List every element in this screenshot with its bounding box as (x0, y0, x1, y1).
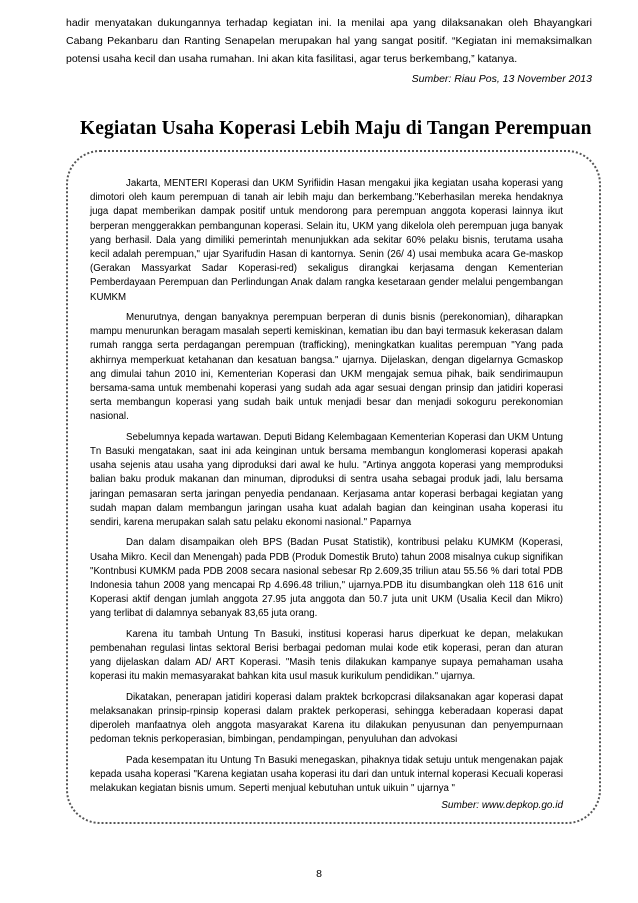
article-body (90, 177, 563, 803)
article-paragraph: Karena itu tambah Untung Tn Basuki, institusi koperasi harus diperkuat ke depan, melakukan pembenahan regulasi lintas sektoral Berisi berbagai pedoman mulai kode etik koperasi, peran dan aturan yang dijelaskan dalam AD/ ART Koperasi. "Masih tenis dilakukan kampanye supaya pemahaman usaha koperasi itu makin memasyarakat bahkan kita usul masuk kurikulum pendidikan." ujarnya. (90, 628, 563, 683)
article-paragraph: Dan dalam disampaikan oleh BPS (Badan Pusat Statistik), kontribusi pelaku KUMKM (Koperasi, Usaha Mikro. Kecil dan Menengah) pada PDB (Produk Domestik Bruto) tahun 2008 misalnya cukup signifikan "Kontnbusi KUMKM pada PDB 2008 secara nasional sebesar Rp 2.609,35 triliun atau 55.56 % dari total PDB Indonesia tahun 2008 yang mencapai Rp 4.696.48 triliun," ujarnya.PDB itu disumbangkan oleh 118 616 unit Koperasi aktif dengan jumlah anggota 27.95 juta anggota dan 50.7 juta unit UKM (Usalia Kecil dan Mikro) yang terlibat di dalamnya sebanyak 83,65 juta orang. (90, 537, 563, 620)
article-source: Sumber: www.depkop.go.id (441, 800, 563, 811)
intro-source: Sumber: Riau Pos, 13 November 2013 (411, 73, 592, 85)
article-paragraph: Dikatakan, penerapan jatidiri koperasi dalam praktek bcrkopcrasi dilaksanakan agar koperasi dapat melaksanakan prinsip-rpinsip koperasi dalam praktek perkoperasi, sehingga keberadaan koperasi dapat diperoleh manfaatnya oleh anggota masyarakat Karena itu dilakukan penyusunan dan penyempurnaan pedoman teknis perkoperasian, bimbingan, pendampingan, penyuluhan dan advokasi (90, 691, 563, 746)
article-paragraph: Menurutnya, dengan banyaknya perempuan berperan di dunis bisnis (perekonomian), diharapkan mampu menurunkan beragam masalah seperti kemiskinan, kematian ibu dan bayi termasuk kekerasan dalam rumah rangga serta perdagangan perempuan (trafficking), meningkatkan kualitas perempuan "Yang pada akhirnya memperkuat ketahanan dan kesatuan bangsa." ujarnya. Dijelaskan, dengan digelarnya Gcmaskop ang dimulai tahun 2010 ini, Kementerian Koperasi dan UKM mengajak semua pihak, baik sendirimaupun bersama-sama untuk membenahi koperasi yang sudah ada agar sesuai dengan prinsip dan jatidiri koperasi serta membangun koperasi yang sudah baik untuk menjadi besar dan menjadi sokoguru perekonomian nasional. (90, 312, 563, 423)
article-paragraph: Jakarta, MENTERI Koperasi dan UKM Syrifiidin Hasan mengakui jika kegiatan usaha koperasi yang dimotori oleh kaum perempuan di tanah air lebih maju dan berkembang."Keberhasilan mereka hendaknya juga dapat memberikan dampak positif untuk mendorong para perempuan anggota koperasi lainnya ikut berperan menggerakkan pembangunan koperasi. Selain itu, UKM yang dikelola oleh perempuan juga banyak yang berhasil. Dala yang dimiliki pemerintah menunjukkan ada sekitar 60% pelaku bisnis, terutama usaha kecil adalah perempuan," ujar Syarifudin Hasan di kantornya. Senin (26/ 4) usai membuka acara Ge-maskop (Gerakan Massyarkat Sadar Koperasi-red) sekaligus dirangkai kerjasama dengan Kementerian Pemberdayaan Perempuan dan Perlindungan Anak dalam rangka kesetaraan gender melalui pengembangan KUMKM (90, 178, 563, 303)
article-paragraph: Pada kesempatan itu Untung Tn Basuki menegaskan, pihaknya tidak setuju untuk mengenakan pajak kepada usaha koperasi "Karena kegiatan usaha koperasi itu dari dan untuk internal koperasi Kecuali koperasi melakukan kegiatan bisnis umum. Seperti menjual kebutuhan untuk uikuin " ujarnya " (90, 754, 563, 795)
article-title: Kegiatan Usaha Koperasi Lebih Maju di Tangan Perempuan (80, 118, 592, 139)
article-paragraph: Sebelumnya kepada wartawan. Deputi Bidang Kelembagaan Kementerian Koperasi dan UKM Untung Tn Basuki mengatakan, saat ini ada keinginan untuk bersama membangun konglomerasi koperasi apakah usaha sejenis atau usaha yang diproduksi dari awal ke hulu. "Artinya anggota koperasi yang memproduksi balian baku produk makanan dan minuman, diproduksi di sentra usaha sebagai produk jadi, lalu bersama jaringan pemasaran serta jaringan penyedia pendanaan. Kerjasama antar koperasi berbagai kegiatan yang sudah mapan dalam membangun jaringan usaha kuat adalah bagian dan keinginan usaha koperasi itu sendiri, karena merupakan salah satu pelaku ekonomi nasional." Paparnya (90, 431, 563, 529)
page-number: 8 (316, 868, 322, 880)
intro-paragraph: hadir menyatakan dukungannya terhadap kegiatan ini. Ia menilai apa yang dilaksanakan oleh Bhayangkari Cabang Pekanbaru dan Ranting Senapelan merupakan hal yang sangat positif. “Kegiatan ini memaksimalkan potensi usaha kecil dan usaha rumahan. Ini akan kita fasilitasi, agar terus berkembang,” katanya. (66, 17, 592, 65)
